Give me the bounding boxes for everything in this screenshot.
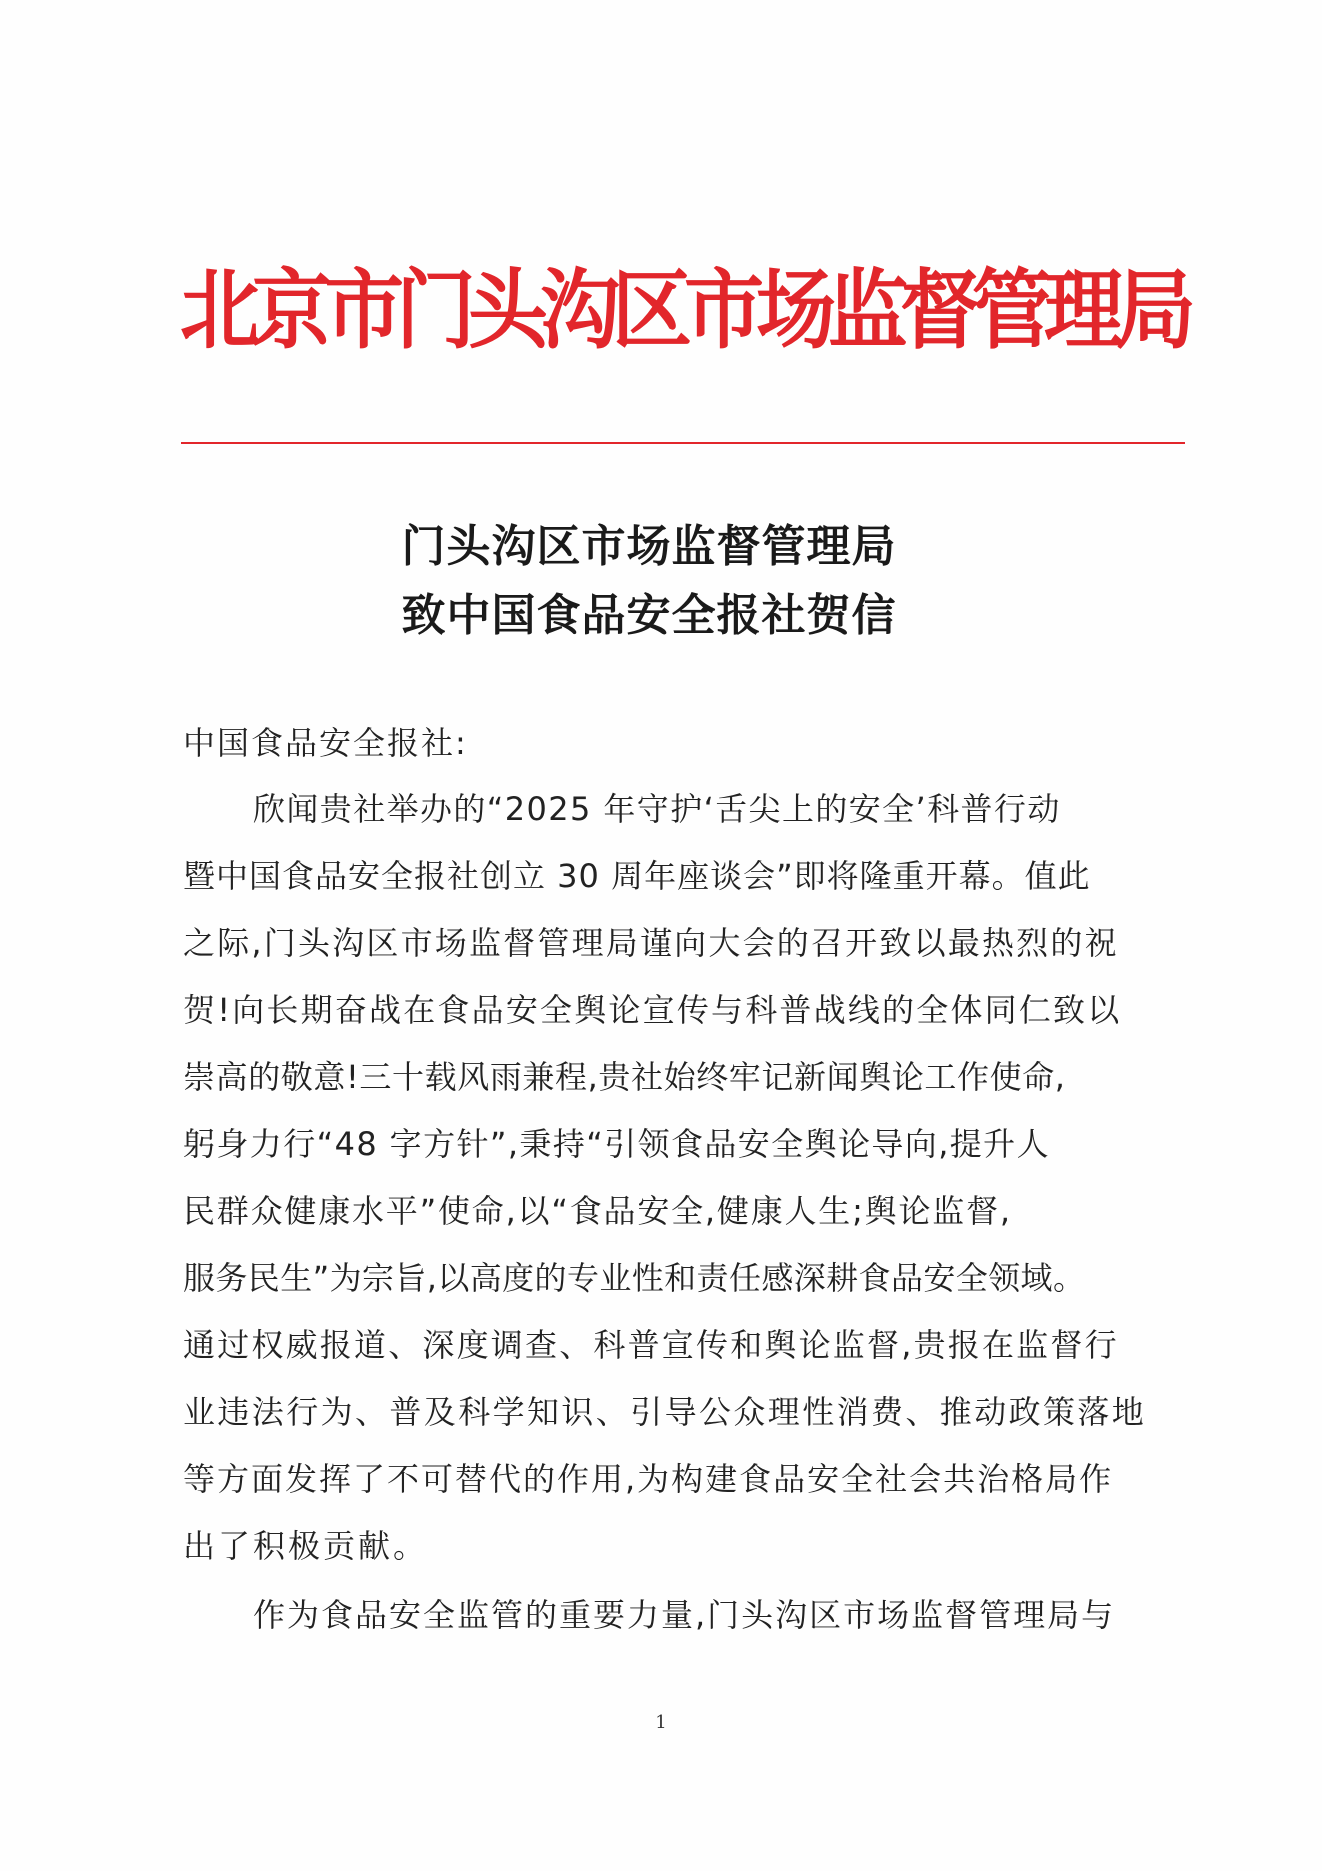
body-line: 等方面发挥了不可替代的作用,为构建食品安全社会共治格局作 (183, 1460, 1114, 1498)
body-line: 通过权威报道、深度调查、科普宣传和舆论监督,贵报在监督行 (183, 1326, 1119, 1364)
body-line: 作为食品安全监管的重要力量,门头沟区市场监督管理局与 (253, 1596, 1116, 1634)
body-line: 崇高的敬意!三十载风雨兼程,贵社始终牢记新闻舆论工作使命, (183, 1058, 1066, 1096)
body-line: 欣闻贵社举办的“2025 年守护‘舌尖上的安全’科普行动 (253, 790, 1061, 828)
body-line: 民群众健康水平”使命,以“食品安全,健康人生;舆论监督, (183, 1192, 1012, 1230)
body-line: 业违法行为、普及科学知识、引导公众理性消费、推动政策落地 (183, 1393, 1147, 1431)
letterhead-org-name: 北京市门头沟区市场监督管理局 (180, 259, 1188, 361)
document-title-line-2: 致中国食品安全报社贺信 (401, 590, 897, 641)
letterhead-red-rule (181, 442, 1185, 444)
body-line: 暨中国食品安全报社创立 30 周年座谈会”即将隆重开幕。值此 (183, 857, 1091, 895)
body-line: 服务民生”为宗旨,以高度的专业性和责任感深耕食品安全领域。 (183, 1259, 1086, 1297)
document-title-line-1: 门头沟区市场监督管理局 (401, 521, 897, 572)
salutation: 中国食品安全报社: (183, 724, 468, 762)
body-line: 贺!向长期奋战在食品安全舆论宣传与科普战线的全体同仁致以 (183, 991, 1122, 1029)
page-number: 1 (655, 1712, 667, 1733)
body-line: 躬身力行“48 字方针”,秉持“引领食品安全舆论导向,提升人 (183, 1125, 1050, 1163)
body-line: 出了积极贡献。 (183, 1527, 429, 1565)
body-line: 之际,门头沟区市场监督管理局谨向大会的召开致以最热烈的祝 (183, 924, 1119, 962)
